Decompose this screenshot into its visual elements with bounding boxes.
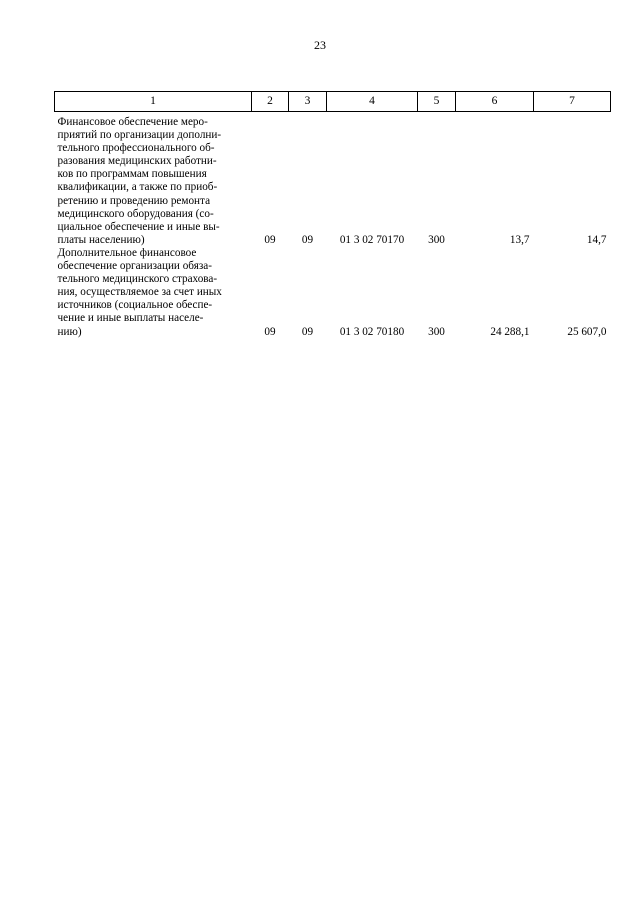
expense-type-code: 300 [428,233,445,246]
description-line: нию) [57,325,82,338]
header-col-1: 1 [55,92,252,112]
header-col-5: 5 [418,92,456,112]
description-line: обеспечение организации обяза- [57,260,212,273]
header-col-7: 7 [534,92,611,112]
target-article-code: 01 3 02 70170 [339,233,405,246]
table-row [55,247,611,339]
description-line: тельного профессионального об- [57,142,215,155]
description-line: Финансовое обеспечение меро- [57,116,208,128]
description-line: платы населению) [57,233,145,246]
section-code: 09 [264,325,276,338]
header-col-4: 4 [327,92,418,112]
description-line: ков по программам повышения [57,168,207,181]
row-description [55,112,252,247]
header-col-6: 6 [456,92,534,112]
description-line: циальное обеспечение и иные вы- [57,220,220,233]
table-row [55,112,611,247]
amount-col-7: 25 607,0 [567,325,607,338]
header-col-2: 2 [252,92,289,112]
header-col-3: 3 [289,92,327,112]
section-code: 09 [264,233,276,246]
row-description [55,247,252,339]
expense-type-code: 300 [428,325,445,338]
description-line: источников (социальное обеспе- [57,299,213,312]
description-line: тельного медицинского страхова- [57,273,218,286]
description-line: медицинского оборудования (со- [57,207,214,220]
description-line: чение и иные выплаты населе- [57,312,204,325]
description-line: разования медицинских работни- [57,155,217,168]
target-article-code: 01 3 02 70180 [339,325,405,338]
description-line: квалификации, а также по приоб- [57,181,218,194]
subsection-code: 09 [301,233,314,246]
description-line: ния, осуществляемое за счет иных [57,286,222,299]
amount-col-7: 14,7 [586,233,607,246]
page-number: 23 [314,38,326,52]
table-header-row [55,92,611,112]
subsection-code: 09 [301,325,314,338]
amount-col-6: 13,7 [509,233,530,246]
amount-col-6: 24 288,1 [490,325,530,338]
budget-table [54,91,611,339]
description-line: Дополнительное финансовое [57,246,197,259]
description-line: ретению и проведению ремонта [57,194,211,207]
description-line: приятий по организации дополни- [57,129,222,142]
